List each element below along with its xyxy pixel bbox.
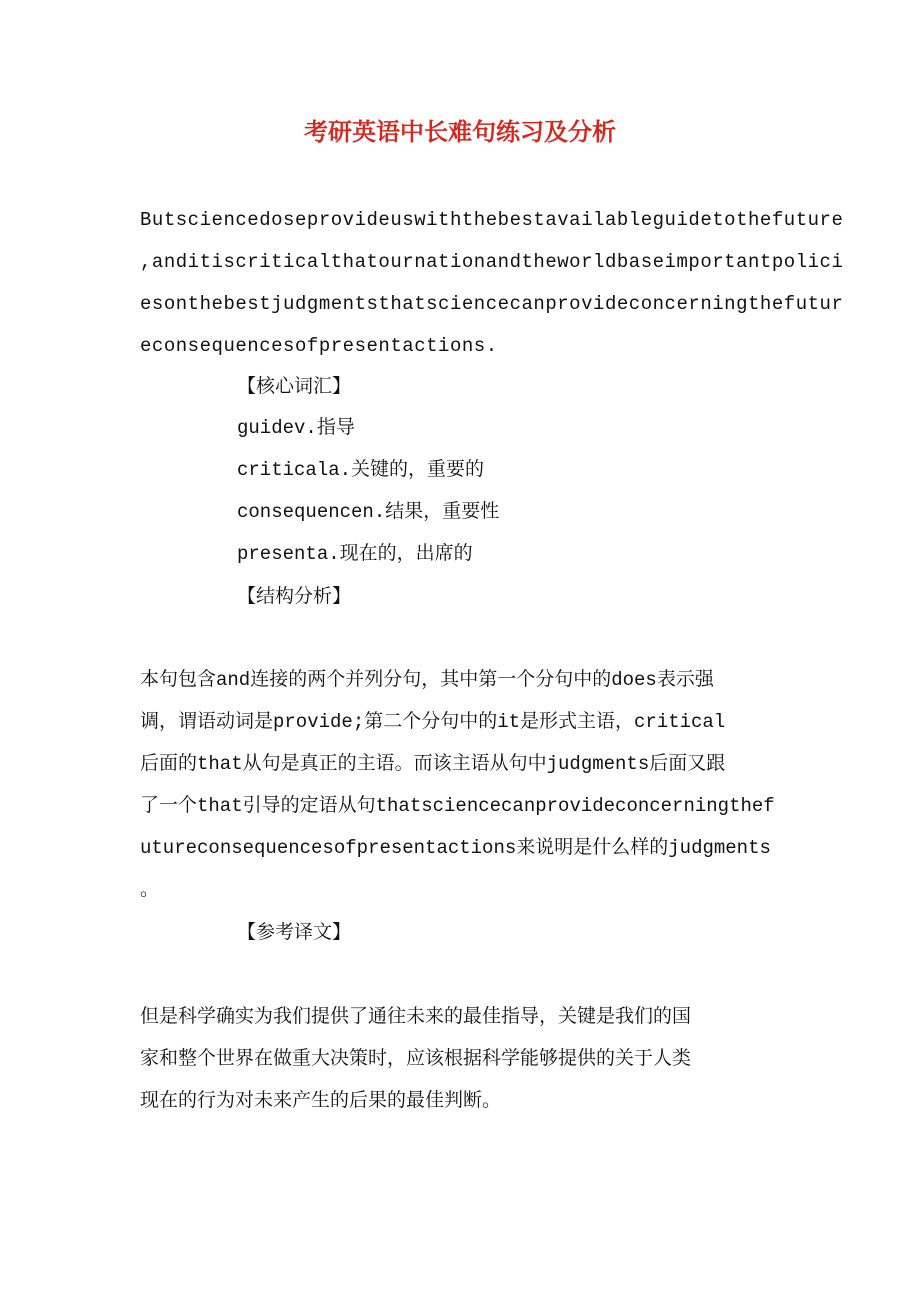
analysis-line: 后面的that从句是真正的主语。而该主语从句中judgments后面又跟: [140, 753, 726, 775]
analysis-line: utureconsequencesofpresentactions来说明是什么样的judgments: [140, 837, 771, 859]
vocab-item: guidev.指导: [237, 417, 355, 439]
translation-line: 但是科学确实为我们提供了通往未来的最佳指导，关键是我们的国: [140, 1005, 692, 1027]
analysis-line: 。: [140, 879, 160, 901]
translation-line: 现在的行为对未来产生的后果的最佳判断。: [140, 1089, 502, 1111]
analysis-line: 本句包含and连接的两个并列分句，其中第一个分句中的does表示强: [140, 669, 714, 691]
translation-heading: 【参考译文】: [237, 921, 352, 943]
sentence-line: ,anditiscriticalthatournationandtheworldbaseimportantpolici: [140, 251, 844, 273]
analysis-line: 调，谓语动词是provide;第二个分句中的it是形式主语，critical: [140, 711, 726, 733]
analysis-line: 了一个that引导的定语从句thatsciencecanprovideconcerningthef: [140, 795, 775, 817]
sentence-line: esonthebestjudgmentsthatsciencecanprovideconcerningthefutur: [140, 293, 844, 315]
vocab-item: criticala.关键的，重要的: [237, 459, 485, 481]
sentence-line: Butsciencedoseprovideuswiththebestavailableguidetothefuture: [140, 209, 844, 231]
page-title: 考研英语中长难句练习及分析: [304, 117, 616, 146]
sentence-line: econsequencesofpresentactions.: [140, 335, 498, 357]
structure-heading: 【结构分析】: [237, 585, 352, 607]
vocab-heading: 【核心词汇】: [237, 375, 352, 397]
translation-line: 家和整个世界在做重大决策时，应该根据科学能够提供的关于人类: [140, 1047, 692, 1069]
vocab-item: presenta.现在的，出席的: [237, 543, 473, 565]
vocab-item: consequencen.结果，重要性: [237, 501, 500, 523]
